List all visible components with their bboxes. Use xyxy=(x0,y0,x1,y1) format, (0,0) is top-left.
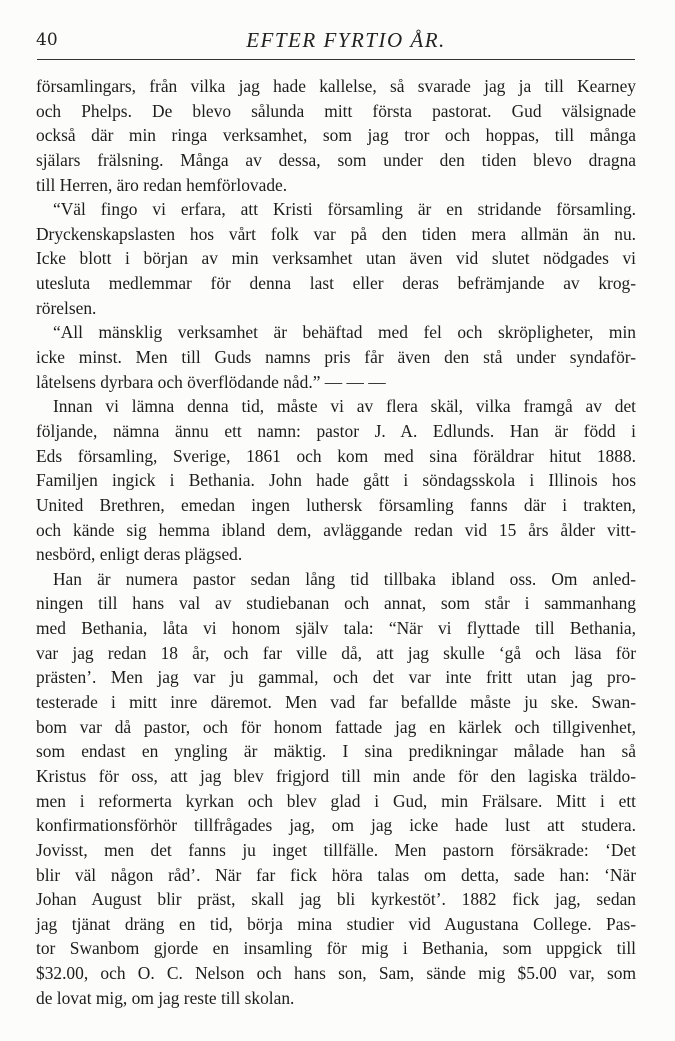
text-line: blir väl någon råd’. När far fick höra talas om detta, sade han: ‘När xyxy=(36,864,636,885)
paragraph xyxy=(36,74,636,197)
text-line: Kristus för oss, att jag blev frigjord till min ande för den lagiska träldo- xyxy=(36,765,636,786)
text-line: Icke blott i början av min verksamhet utan även vid slutet nödgades vi xyxy=(36,248,636,269)
text-line: nesbörd, enligt deras plägsed. xyxy=(36,544,243,565)
text-line: till Herren, äro redan hemförlovade. xyxy=(36,174,288,195)
text-line: Han är numera pastor sedan lång tid tillbaka ibland oss. Om anled- xyxy=(53,568,636,589)
body-text xyxy=(36,74,636,1010)
text-line: som endast en yngling är mäktig. I sina predikningar målade han så xyxy=(36,741,636,762)
text-line: församlingars, från vilka jag hade kallelse, så svarade jag ja till Kearney xyxy=(36,76,636,96)
text-line: följande, nämna ännu ett namn: pastor J. A. Edlunds. Han är född i xyxy=(36,420,636,441)
paragraph xyxy=(36,394,636,566)
text-line: $32.00, och O. C. Nelson och hans son, Sam, sände mig $5.00 var, som xyxy=(36,963,636,984)
text-line: prästen’. Men jag var ju gammal, och det var inte fritt utan jag pro- xyxy=(36,667,636,688)
text-line: jag tjänat dräng en tid, börja mina studier vid Augustana College. Pas- xyxy=(36,913,636,934)
text-line: Innan vi lämna denna tid, måste vi av flera skäl, vilka framgå av det xyxy=(53,396,636,417)
paragraph xyxy=(36,320,636,394)
header-rule xyxy=(37,59,635,60)
text-line: och kände sig hemma ibland dem, avläggande redan vid 15 års ålder vitt- xyxy=(36,519,636,540)
text-line: Eds församling, Sverige, 1861 och kom med sina föräldrar hitut 1888. xyxy=(36,445,636,466)
text-line: “Väl fingo vi erfara, att Kristi församling är en stridande församling. xyxy=(53,199,636,220)
text-line: och Phelps. De blevo sålunda mitt första pastorat. Gud välsignade xyxy=(36,100,636,121)
text-line: rörelsen. xyxy=(36,297,97,318)
text-line: själars frälsning. Många av dessa, som under den tiden blevo dragna xyxy=(36,149,636,170)
paragraph xyxy=(36,197,636,320)
running-title: EFTER FYRTIO ÅR. xyxy=(246,28,446,52)
text-line: Jovisst, men det fanns ju inget tillfälle. Men pastorn försäkrade: ‘Det xyxy=(36,839,636,860)
text-line: tor Swanbom gjorde en insamling för mig i Bethania, som uppgick till xyxy=(36,938,636,959)
text-line: låtelsens dyrbara och överflödande nåd.” — — — xyxy=(36,371,386,392)
text-line: United Brethren, emedan ingen luthersk församling fanns där i trakten, xyxy=(36,494,636,515)
text-line: Familjen ingick i Bethania. John hade gått i söndagsskola i Illinois hos xyxy=(36,470,636,491)
text-line: konfirmationsförhör tillfrågades jag, om jag icke hade lust att studera. xyxy=(36,815,636,836)
text-line: ningen till hans val av studiebanan och annat, som står i sammanhang xyxy=(36,593,636,614)
text-line: Johan August blir präst, skall jag bli kyrkestöt’. 1882 fick jag, sedan xyxy=(36,889,636,910)
text-line: Dryckenskapslasten hos vårt folk var på den tiden mera allmän än nu. xyxy=(36,223,636,244)
text-line: testerade i mitt inre däremot. Men vad far befallde måste ju ske. Swan- xyxy=(36,692,636,713)
text-line: var jag redan 18 år, och far ville då, att jag skulle ‘gå och läsa för xyxy=(36,642,636,663)
paragraph xyxy=(36,567,636,1011)
text-line: men i reformerta kyrkan och blev glad i Gud, min Frälsare. Mitt i ett xyxy=(36,790,636,811)
text-line: också där min ringa verksamhet, som jag tror och hoppas, till många xyxy=(36,125,636,146)
page-header xyxy=(36,28,636,54)
text-line: icke minst. Men till Guds namns pris får även den stå under syndaför- xyxy=(36,347,636,368)
text-line: de lovat mig, om jag reste till skolan. xyxy=(36,987,295,1008)
text-line: utesluta medlemmar för denna last eller deras befrämjande av krog- xyxy=(36,273,636,294)
text-line: “All mänsklig verksamhet är behäftad med fel och skröpligheter, min xyxy=(53,322,636,343)
text-line: bom var då pastor, och för honom fattade jag en kärlek och tillgivenhet, xyxy=(36,716,636,737)
text-line: med Bethania, låta vi honom själv tala: “När vi flyttade till Bethania, xyxy=(36,618,636,639)
page-number: 40 xyxy=(36,30,58,50)
